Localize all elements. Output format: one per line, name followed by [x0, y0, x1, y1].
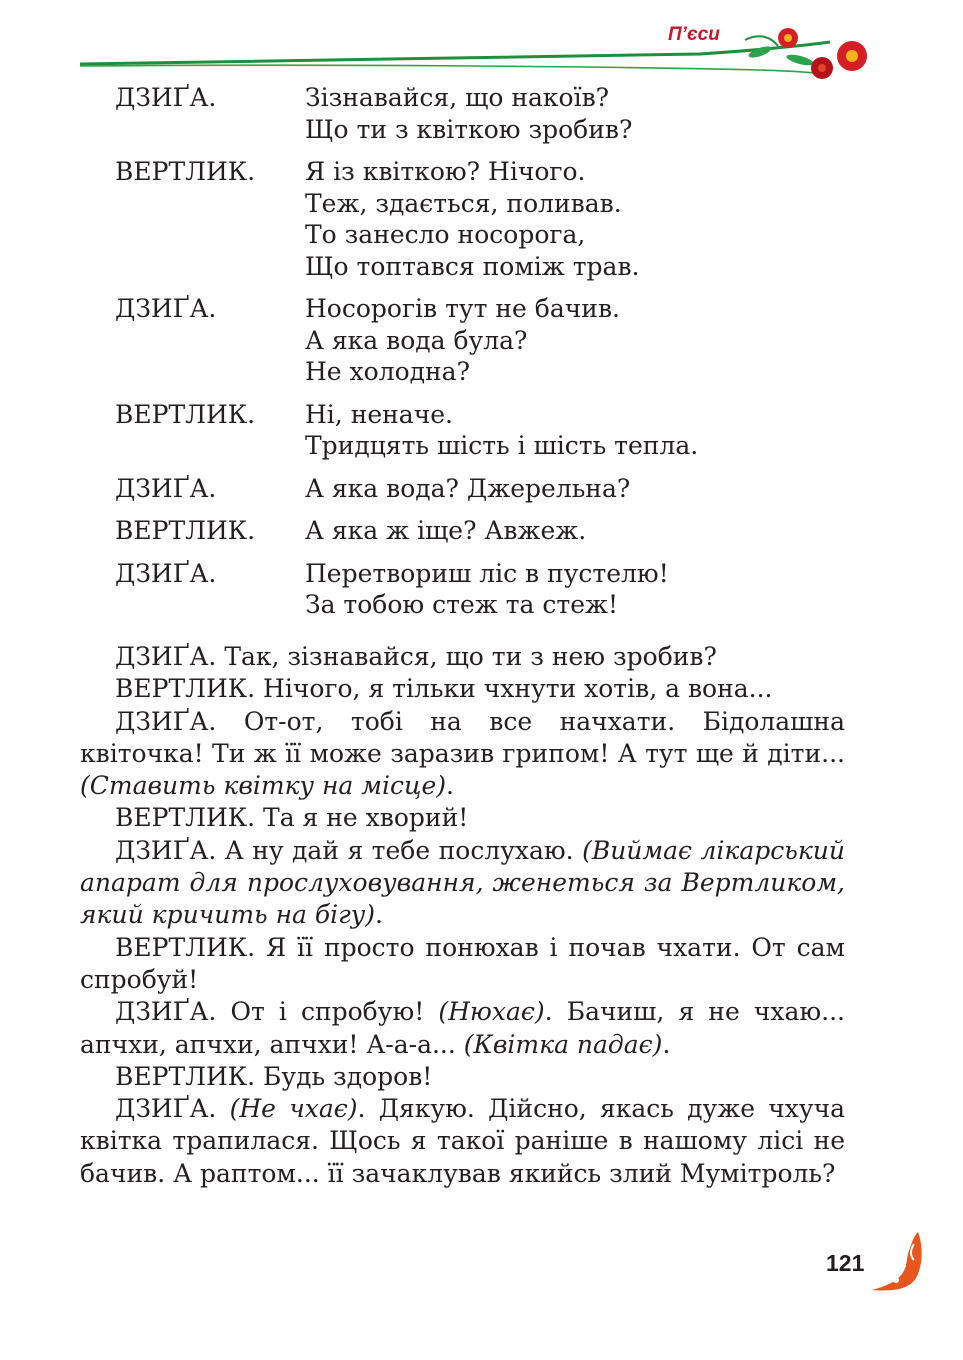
dialogue-text: . Дякую. Дійсно, якась дуже чхуча квітка трапилася. Щось я такої раніше в нашому лісі не бачив. А раптом... її зачаклував якийсь злий Мумітроль?	[80, 1094, 846, 1188]
page-number: 121	[826, 1250, 865, 1276]
section-title: П’єси	[668, 24, 720, 45]
speaker-name: ВЕРТЛИК.	[115, 516, 256, 545]
stage-direction: (Квітка падає)	[463, 1029, 663, 1059]
speaker-name: ДЗИҐА.	[115, 294, 217, 323]
verse-block	[115, 82, 875, 145]
verse-lines	[305, 399, 698, 462]
speaker-name: ВЕРТЛИК.	[115, 399, 256, 429]
flower-icon	[811, 57, 833, 79]
dialogue-text: ДЗИҐА.	[115, 1094, 230, 1124]
verse-block	[115, 399, 875, 462]
speaker-name: ВЕРТЛИК.	[115, 157, 256, 186]
dialogue-text: . Бачиш, я не чхаю... апчхи, апчхи, апчхи! А-а-а...	[80, 997, 845, 1059]
verse-lines	[305, 515, 586, 547]
verse-line: Що топтався поміж трав.	[305, 251, 640, 281]
verse-line: Носорогів тут не бачив.	[305, 294, 620, 323]
dialogue-text: ВЕРТЛИК. Я її просто понюхав і почав чхати. От сам спробуй!	[80, 932, 845, 994]
verse-lines	[305, 293, 620, 388]
verse-block	[115, 156, 875, 282]
dialogue-paragraph	[80, 673, 845, 705]
stage-direction: (Нюхає)	[438, 997, 545, 1027]
verse-dialogue	[115, 82, 875, 632]
flower-icon	[837, 41, 867, 71]
speaker-name: ДЗИҐА.	[115, 558, 217, 588]
verse-lines	[305, 558, 669, 621]
verse-line: Перетвориш ліс в пустелю!	[305, 558, 669, 588]
dialogue-text: ВЕРТЛИК. Будь здоров!	[115, 1061, 433, 1091]
dialogue-text: ДЗИҐА. От і спробую!	[115, 997, 439, 1027]
verse-block	[115, 293, 875, 388]
dialogue-text: ВЕРТЛИК. Та я не хворий!	[115, 803, 469, 833]
verse-line: А яка вода була?	[305, 325, 528, 355]
dialogue-text: ДЗИҐА. Так, зізнавайся, що ти з нею зробив?	[115, 642, 717, 671]
dialogue-text: ДЗИҐА. А ну дай я тебе послухаю.	[115, 835, 583, 865]
dialogue-text: .	[446, 771, 454, 801]
stage-direction: (Виймає лікарський апарат для прослуховування, женеться за Вертликом, який кричить на бігу)	[80, 835, 846, 930]
verse-line: А яка ж іще? Авжеж.	[305, 516, 587, 545]
speaker-name: ДЗИҐА.	[115, 83, 217, 112]
dialogue-paragraph	[80, 932, 845, 997]
dialogue-text: .	[662, 1029, 671, 1059]
corner-ornament-icon	[866, 1228, 926, 1294]
prose-dialogue	[80, 641, 845, 1190]
stage-direction: (Не чхає)	[229, 1094, 358, 1124]
verse-block	[115, 558, 875, 621]
verse-lines	[305, 82, 632, 145]
verse-line: Я із квіткою? Нічого.	[305, 157, 586, 186]
verse-line: То занесло носорога,	[305, 220, 586, 249]
dialogue-text: .	[375, 900, 383, 930]
dialogue-text: ДЗИҐА. От-от, тобі на все начхати. Бідолашна квіточка! Ти ж її може заразив грипом! А тут ще й діти...	[80, 706, 845, 768]
verse-line: А яка вода? Джерельна?	[305, 473, 631, 503]
verse-block	[115, 473, 875, 505]
verse-line: Що ти з квіткою зробив?	[305, 114, 633, 144]
verse-lines	[305, 156, 639, 282]
dialogue-paragraph	[80, 1093, 845, 1190]
dialogue-paragraph	[80, 996, 845, 1061]
dialogue-paragraph	[80, 706, 845, 803]
verse-line: Ні, неначе.	[305, 399, 453, 429]
dialogue-paragraph	[80, 835, 845, 932]
speaker-name: ДЗИҐА.	[115, 473, 217, 503]
verse-line: Теж, здається, поливав.	[305, 188, 622, 218]
verse-line: Не холодна?	[305, 357, 470, 386]
flower-stem-icon	[80, 65, 822, 74]
verse-line: Зізнавайся, що накоїв?	[305, 83, 610, 112]
dialogue-paragraph	[80, 641, 845, 673]
flower-icon	[778, 28, 798, 48]
header-decoration	[0, 0, 963, 90]
verse-line: За тобою стеж та стеж!	[305, 590, 619, 619]
dialogue-text: ВЕРТЛИК. Нічого, я тільки чхнути хотів, а вона...	[115, 674, 773, 704]
stage-direction: (Ставить квітку на місце)	[80, 771, 447, 801]
verse-block	[115, 515, 875, 547]
dialogue-paragraph	[80, 1061, 845, 1093]
verse-lines	[305, 473, 630, 505]
dialogue-paragraph	[80, 802, 845, 834]
verse-line: Тридцять шість і шість тепла.	[305, 431, 699, 460]
